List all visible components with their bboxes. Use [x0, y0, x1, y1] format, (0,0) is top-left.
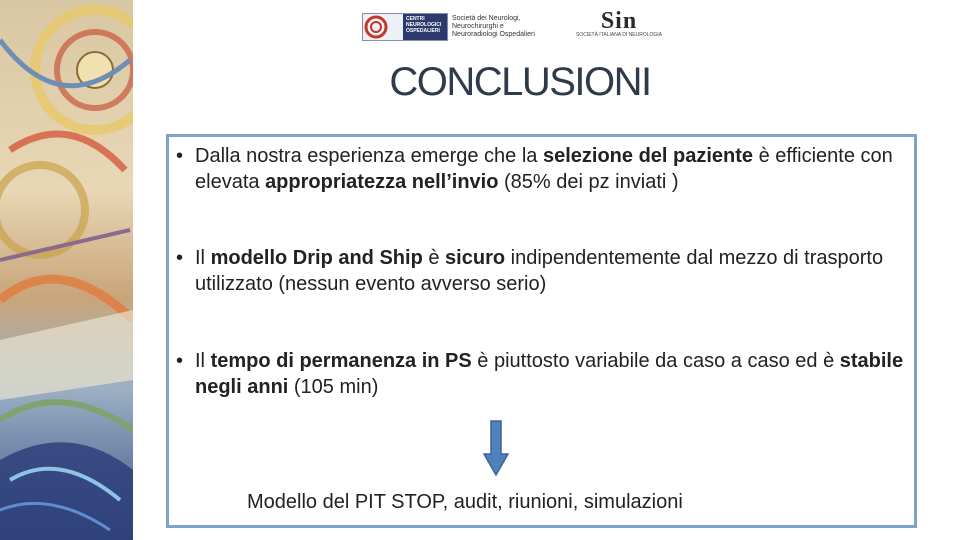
bullet-segment: Il	[195, 350, 211, 372]
footer-text: Modello del PIT STOP, audit, riunioni, simulazioni	[247, 491, 683, 513]
bullet-segment: è	[422, 247, 446, 269]
sin-logo-mark: Sin	[600, 8, 638, 34]
bullet-item	[176, 348, 906, 400]
sno-logo-badge-text: CENTRI NEUROLOGICI OSPEDALIERI	[403, 14, 447, 40]
bullet-segment: indipendentemente dal mezzo di trasporto utilizzato (nessun evento avverso serio)	[195, 247, 884, 295]
sno-logo-line: Neuroradiologi Ospedalieri	[452, 31, 535, 38]
conclusions-box	[166, 134, 917, 528]
bullet-segment: Il	[195, 247, 211, 269]
bullet-item	[176, 245, 906, 297]
sin-logo-text: SOCIETÀ ITALIANA DI NEUROLOGIA	[575, 32, 663, 38]
slide-title	[0, 60, 960, 105]
bullet-segment: è piuttosto variabile da caso a caso ed è	[471, 350, 840, 372]
bullet-item	[176, 143, 906, 195]
bullet-segment: Dalla nostra esperienza emerge che la	[195, 145, 543, 167]
bullet-dot: •	[176, 350, 184, 372]
bullet-dot: •	[176, 247, 184, 269]
bullet-bold-segment: stabile negli anni	[195, 350, 904, 398]
sno-logo-text	[452, 15, 535, 39]
bullet-dot: •	[176, 145, 184, 167]
bullet-bold-segment: modello Drip and Ship	[210, 247, 423, 269]
bullet-bold-segment: sicuro	[445, 247, 506, 269]
bullet-segment: (105 min)	[288, 376, 379, 398]
sno-logo-line: Neurochirurghi e	[452, 23, 504, 30]
down-arrow-icon	[483, 420, 509, 476]
bullet-segment: (85% dei pz inviati )	[498, 171, 679, 193]
bullet-bold-segment: appropriatezza nell’invio	[265, 171, 499, 193]
sno-logo-line: Società dei Neurologi,	[452, 15, 521, 22]
bullet-bold-segment: selezione del paziente	[542, 145, 754, 167]
sno-logo	[362, 12, 544, 42]
sin-logo	[571, 10, 667, 42]
bullet-bold-segment: tempo di permanenza in PS	[210, 350, 472, 372]
bullet-text	[195, 245, 906, 297]
slide-title-text: CONCLUSIONI	[389, 60, 651, 104]
sno-logo-badge	[362, 13, 448, 41]
spiral-logo-icon	[363, 14, 389, 40]
bullet-segment: è efficiente con elevata	[195, 145, 893, 193]
bullet-text	[195, 348, 906, 400]
bullet-text	[195, 143, 906, 195]
